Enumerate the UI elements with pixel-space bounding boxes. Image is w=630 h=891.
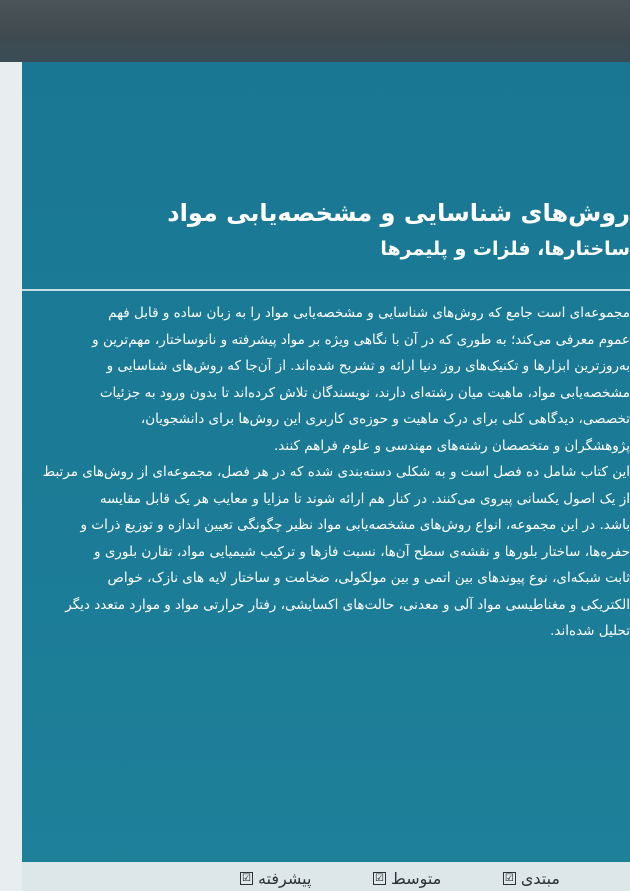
level-beginner (503, 866, 560, 891)
level-label: متوسط (391, 869, 442, 888)
description-line: حفره‌ها، ساختار بلورها و نقشه‌ی سطح آن‌ها، نسبت فازها و ترکیب شیمیایی مواد، تقارن بلوری و (94, 543, 630, 560)
book-subtitle: ساختارها، فلزات و پلیمرها (380, 238, 630, 260)
description-line: باشد. در این مجموعه، انواع روش‌های مشخصه‌یابی مواد نظیر چگونگی تعیین اندازه و توزیع ذرات و (80, 517, 630, 533)
description-line: به‌روزترین ابزارها و تکنیک‌های روز دنیا ارائه و تشریح شده‌اند. از آن‌جا که روش‌های شناسایی و (106, 358, 630, 374)
description-line: پژوهشگران و متخصصان رشته‌های مهندسی و علوم فراهم کنند. (274, 437, 630, 454)
title-divider (22, 289, 630, 291)
book-title: روش‌های شناسایی و مشخصه‌یابی مواد (167, 199, 630, 227)
description-line: مجموعه‌ای است جامع که روش‌های شناسایی و مشخصه‌یابی مواد را به زبان ساده و قابل فهم (108, 305, 630, 321)
checkbox-icon: ☑ (240, 872, 253, 885)
description-line: عموم معرفی می‌کند؛ به طوری که در آن با نگاهی ویژه بر مواد پیشرفته و نانوساختار، مهم‌ترین و (92, 331, 630, 348)
description-line: تخصصی، دیدگاهی کلی برای درک ماهیت و حوزه‌ی کاربری این روش‌ها برای دانشجویان، (140, 411, 630, 427)
description-line: الکتریکی و مغناطیسی مواد آلی و معدنی، حالت‌های اکسایشی، رفتار حرارتی مواد و موارد متعدد دیگر (65, 596, 630, 613)
checkbox-icon: ☑ (503, 872, 516, 885)
level-label: پیشرفته (258, 869, 312, 888)
checkbox-icon: ☑ (373, 872, 386, 885)
description-line: از یک اصول یکسانی پیروی می‌کنند. در کنار هم ارائه شوند تا مزایا و معایب هر یک قابل مقایسه (99, 490, 630, 507)
description-line: مشخصه‌یابی مواد، ماهیت میان رشته‌ای دارند، نویسندگان تلاش کرده‌اند تا بدون ورود به جزئیات (99, 384, 630, 401)
description-line: تحلیل شده‌اند. (550, 623, 630, 639)
top-dark-band (0, 0, 630, 62)
level-intermediate (373, 866, 441, 891)
level-label: مبتدی (520, 869, 560, 888)
description-line: این کتاب شامل ده فصل است و به شکلی دسته‌بندی شده که در هر فصل، مجموعه‌ای از روش‌های مرتبط (42, 464, 630, 480)
cover-description (0, 300, 630, 645)
description-line: ثابت شبکه‌ای، نوع پیوندهای بین اتمی و بین مولکولی، ضخامت و ساختار لایه‌ های نازک، خواص (107, 570, 630, 586)
level-selector (240, 866, 560, 891)
level-advanced (240, 866, 311, 891)
